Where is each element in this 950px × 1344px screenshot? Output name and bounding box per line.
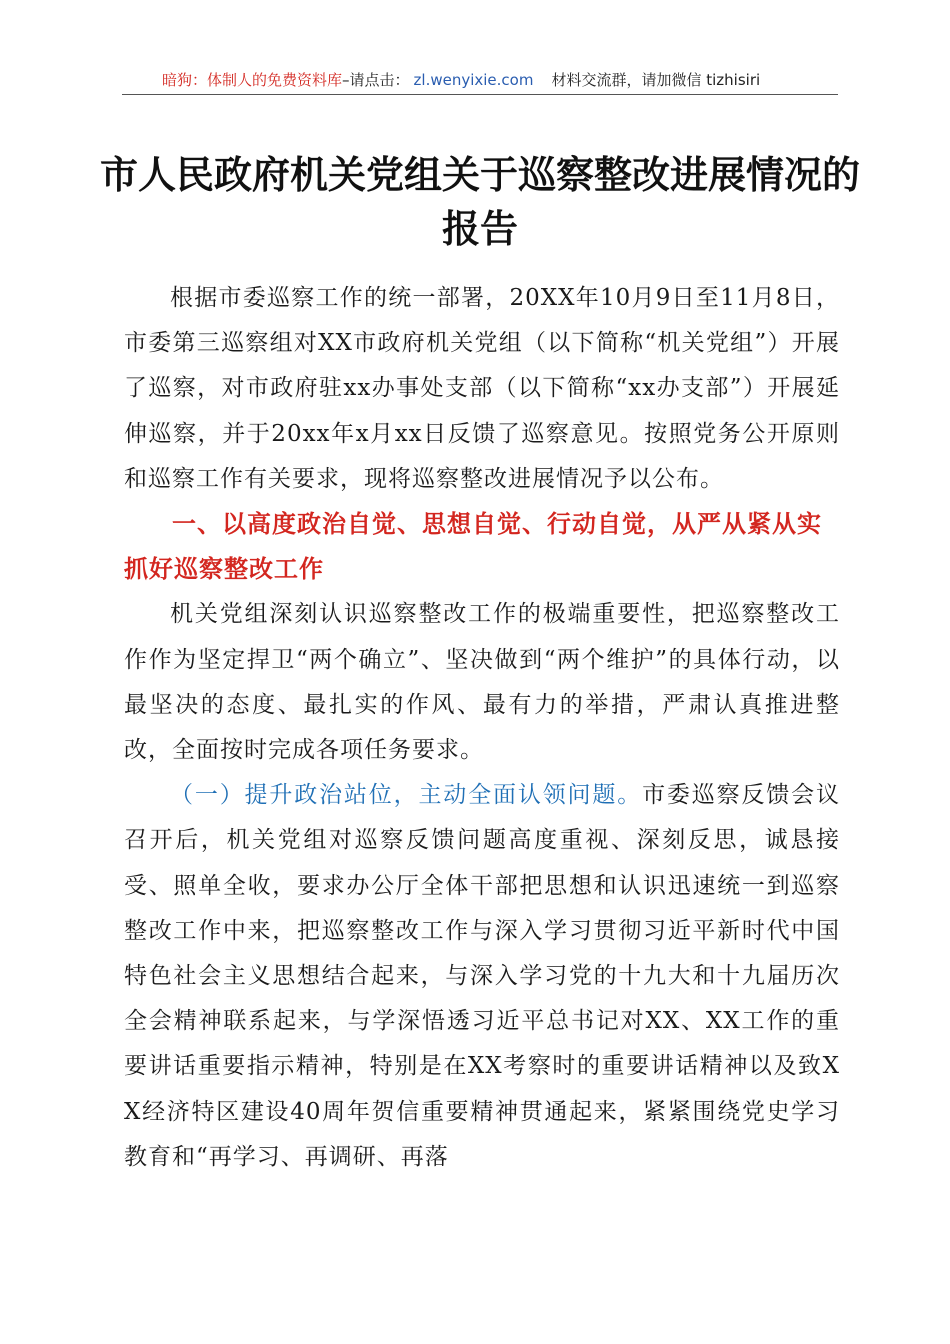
document-body [124,276,840,1180]
header-link[interactable]: zl.wenyixie.com [413,71,534,89]
subsection-1-paragraph [124,773,840,1180]
header-right-text: 材料交流群，请加微信 tizhisiri [551,71,761,89]
header-click-prompt: –请点击： [342,71,410,89]
title-line-1: 市人民政府机关党组关于巡察整改进展情况的 [100,152,861,197]
section-1-paragraph: 机关党组深刻认识巡察整改工作的极端重要性，把巡察整改工作作为坚定捍卫“两个确立”、坚决做到“两个维护”的具体行动，以最坚决的态度、最扎实的作风、最有力的举措，严肃认真推进整改，全面按时完成各项任务要求。 [124,601,840,764]
document-title [100,148,860,256]
page-header [122,66,838,95]
subsection-1-text: 市委巡察反馈会议召开后，机关党组对巡察反馈问题高度重视、深刻反思，诚恳接受、照单全收，要求办公厅全体干部把思想和认识迅速统一到巡察整改工作中来，把巡察整改工作与深入学习贯彻习近平新时代中国特色社会主义思想结合起来，与深入学习党的十九大和十九届历次全会精神联系起来，与学深悟透习近平总书记对XX、XX工作的重要讲话重要指示精神，特别是在XX考察时的重要讲话精神以及致XX经济特区建设40周年贺信重要精神贯通起来，紧紧围绕党史学习教育和“再学习、再调研、再落 [124,782,841,1170]
header-site-name: 暗狗：体制人的免费资料库 [162,71,343,89]
intro-paragraph: 根据市委巡察工作的统一部署，20XX年10月9日至11月8日，市委第三巡察组对XX市政府机关党组（以下简称“机关党组”）开展了巡察，对市政府驻xx办事处支部（以下简称“xx办支部”）开展延伸巡察，并于20xx年x月xx日反馈了巡察意见。按照党务公开原则和巡察工作有关要求，现将巡察整改进展情况予以公布。 [124,285,840,492]
section-1-heading: 一、以高度政治自觉、思想自觉、行动自觉，从严从紧从实抓好巡察整改工作 [124,510,822,584]
subsection-1-heading: （一）提升政治站位，主动全面认领问题。 [170,782,643,809]
title-line-2: 报告 [441,206,518,251]
